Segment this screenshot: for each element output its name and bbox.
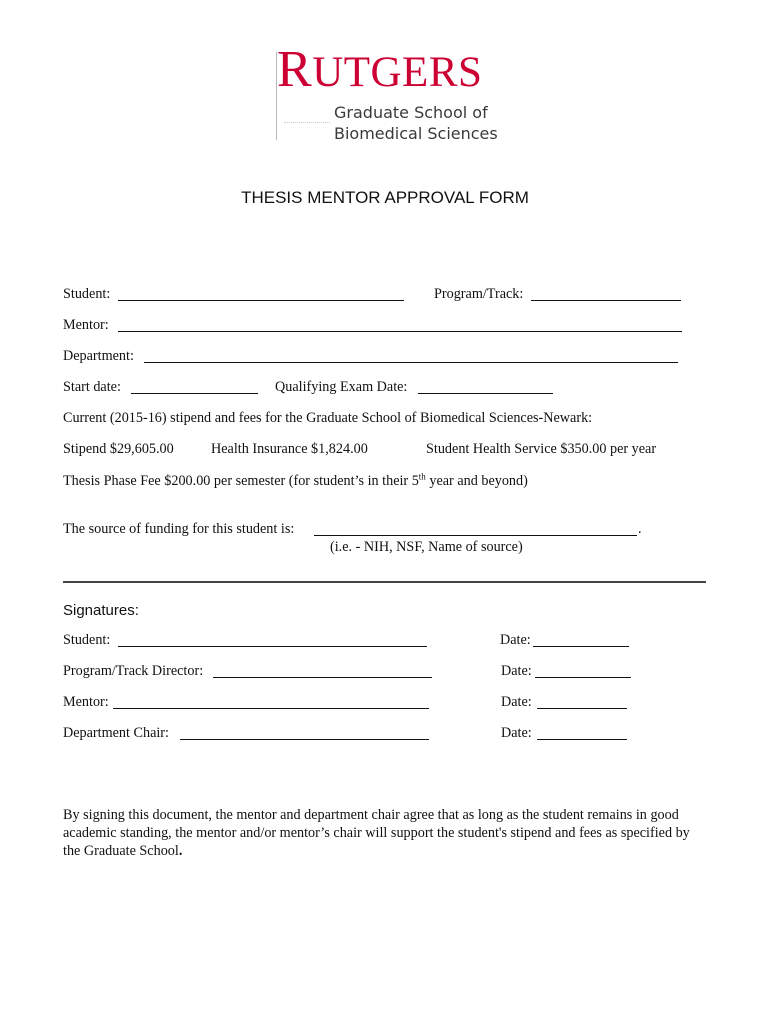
- logo-school-name: [334, 102, 498, 144]
- thesis-fee-superscript: th: [418, 471, 426, 482]
- section-divider: [63, 581, 706, 583]
- date-label-program-director: Date:: [501, 663, 532, 679]
- mentor-field[interactable]: [118, 331, 682, 332]
- date-label-mentor: Date:: [501, 694, 532, 710]
- date-label-student: Date:: [500, 632, 531, 648]
- thesis-fee-prefix: Thesis Phase Fee $200.00 per semester (for student’s in their 5: [63, 473, 419, 489]
- signature-label-program-director: Program/Track Director:: [63, 663, 204, 679]
- rutgers-logo: [276, 41, 516, 144]
- thesis-fee-suffix: year and beyond): [425, 473, 528, 489]
- date-label-department-chair: Date:: [501, 725, 532, 741]
- student-label: Student:: [63, 286, 111, 302]
- date-field-department-chair[interactable]: [537, 739, 627, 740]
- department-label: Department:: [63, 348, 134, 364]
- thesis-phase-fee: [63, 471, 528, 489]
- signature-field-mentor[interactable]: [113, 708, 429, 709]
- health-insurance-amount: Health Insurance $1,824.00: [211, 441, 368, 457]
- fees-intro: Current (2015-16) stipend and fees for the Graduate School of Biomedical Sciences-Newark:: [63, 410, 593, 426]
- health-service-amount: Student Health Service $350.00 per year: [426, 441, 657, 457]
- logo-dotted-rule: [284, 122, 330, 123]
- signature-label-department-chair: Department Chair:: [63, 725, 169, 741]
- signature-field-program-director[interactable]: [213, 677, 432, 678]
- stipend-amount: Stipend $29,605.00: [63, 441, 174, 457]
- funding-period: .: [638, 521, 642, 537]
- signature-field-student[interactable]: [118, 646, 427, 647]
- logo-school-line-1: Graduate School of: [334, 103, 488, 122]
- logo-wordmark: [277, 41, 483, 98]
- signature-label-student: Student:: [63, 632, 111, 648]
- department-field[interactable]: [144, 362, 678, 363]
- program-track-label: Program/Track:: [434, 286, 524, 302]
- agreement-period: .: [178, 843, 183, 859]
- qualifying-exam-date-field[interactable]: [418, 393, 553, 394]
- funding-field[interactable]: [314, 535, 637, 536]
- qualifying-exam-date-label: Qualifying Exam Date:: [275, 379, 408, 395]
- date-field-program-director[interactable]: [535, 677, 631, 678]
- date-field-mentor[interactable]: [537, 708, 627, 709]
- funding-hint: (i.e. - NIH, NSF, Name of source): [330, 539, 523, 555]
- signature-label-mentor: Mentor:: [63, 694, 109, 710]
- mentor-label: Mentor:: [63, 317, 109, 333]
- date-field-student[interactable]: [533, 646, 629, 647]
- student-field[interactable]: [118, 300, 404, 301]
- signatures-heading: Signatures:: [63, 602, 139, 619]
- signature-field-department-chair[interactable]: [180, 739, 429, 740]
- start-date-field[interactable]: [131, 393, 258, 394]
- start-date-label: Start date:: [63, 379, 121, 395]
- agreement-statement: [63, 806, 703, 860]
- program-track-field[interactable]: [531, 300, 681, 301]
- logo-school-line-2: Biomedical Sciences: [334, 124, 498, 143]
- form-title: THESIS MENTOR APPROVAL FORM: [241, 188, 529, 207]
- funding-label: The source of funding for this student is:: [63, 521, 295, 537]
- logo-initial: R: [277, 41, 313, 98]
- agreement-text: By signing this document, the mentor and department chair agree that as long as the student remains in good academic standing, the mentor and/or mentor’s chair will support the student's stipend and fees as specified by the Graduate School: [63, 807, 690, 859]
- logo-rest: UTGERS: [312, 49, 483, 96]
